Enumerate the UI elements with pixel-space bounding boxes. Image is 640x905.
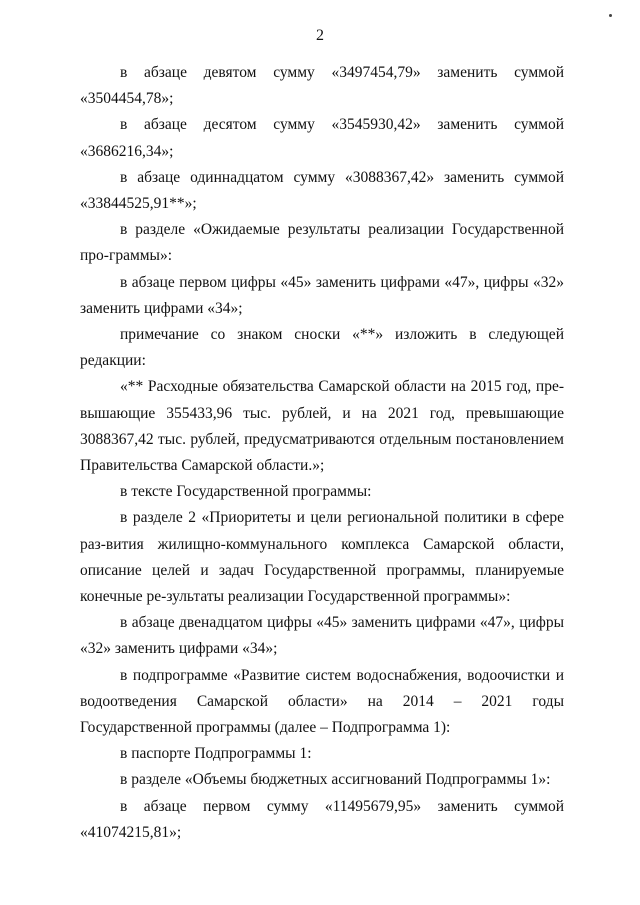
paragraph-2-line-2: «3686216,34»; bbox=[80, 142, 174, 160]
paragraph-3 bbox=[80, 165, 564, 191]
paragraph-13: в разделе «Объемы бюджетных ассигнований Подпрограммы 1»: bbox=[120, 771, 551, 789]
paragraph-14 bbox=[80, 794, 564, 820]
paragraph-3-continuation bbox=[80, 191, 564, 217]
paragraph-12: в паспорте Подпрограммы 1: bbox=[120, 745, 312, 763]
paragraph-4: в разделе «Ожидаемые результаты реализации Государственной про-граммы»: bbox=[80, 221, 564, 265]
paragraph-2-continuation bbox=[80, 139, 564, 165]
paragraph-2 bbox=[80, 112, 564, 138]
paragraph-1 bbox=[80, 60, 564, 86]
paragraph-1-line-1: в абзаце девятом сумму «3497454,79» заменить суммой bbox=[120, 64, 564, 81]
paragraph-3-line-1: в абзаце одиннадцатом сумму «3088367,42» заменить суммой bbox=[120, 168, 564, 186]
paragraph-14-line-1: в абзаце первом сумму «11495679,95» заменить суммой bbox=[120, 797, 564, 815]
paragraph-1-continuation bbox=[80, 86, 564, 112]
paragraph-7: «** Расходные обязательства Самарской области на 2015 год, пре-вышающие 355433,96 тыс. рублей, и на 2021 год, превышающие 3088367,42 тыс. рублей, предусматриваются отдельным постановлением Правительства Самарской области.»; bbox=[80, 378, 564, 475]
paragraph-10: в абзаце двенадцатом цифры «45» заменить цифрами «47», цифры «32» заменить цифрами «34»; bbox=[80, 614, 564, 658]
scan-speck bbox=[609, 14, 612, 17]
paragraph-5: в абзаце первом цифры «45» заменить цифрами «47», цифры «32» заменить цифрами «34»; bbox=[80, 273, 564, 317]
paragraph-6: примечание со знаком сноски «**» изложить в следующей редакции: bbox=[80, 326, 564, 370]
paragraph-8: в тексте Государственной программы: bbox=[120, 483, 372, 501]
paragraph-1-line-2: «3504454,78»; bbox=[80, 90, 174, 108]
paragraph-14-line-2: «41074215,81»; bbox=[80, 823, 182, 841]
document-body bbox=[80, 60, 564, 846]
paragraph-11: в подпрограмме «Развитие систем водоснабжения, водоочистки и водоотведения Самарской области» на 2014 – 2021 годы Государственной программы (далее – Подпрограмма 1): bbox=[80, 666, 564, 737]
paragraph-3-line-2: «33844525,91**»; bbox=[80, 195, 197, 213]
paragraph-9: в разделе 2 «Приоритеты и цели региональной политики в сфере раз-вития жилищно-коммунального комплекса Самарской области, описание целей и задач Государственной программы, планируемые конечные ре-зультаты реализации Государственной программы»: bbox=[80, 509, 564, 606]
paragraph-2-line-1: в абзаце десятом сумму «3545930,42» заменить суммой bbox=[120, 116, 564, 134]
page-number: 2 bbox=[316, 27, 324, 44]
paragraph-14-continuation bbox=[80, 820, 564, 846]
